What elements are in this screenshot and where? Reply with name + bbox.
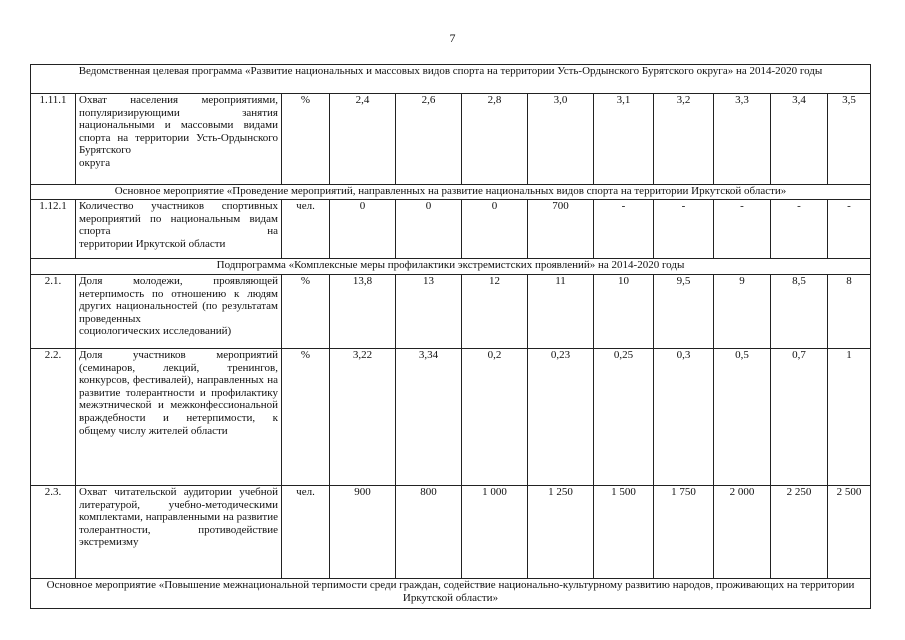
table-row: [31, 349, 871, 486]
description-text-end: общему числу жителей области: [79, 424, 228, 437]
unit-cell: %: [282, 275, 330, 349]
table-row: [31, 200, 871, 259]
description-text-end: округа: [79, 156, 111, 169]
unit-cell: чел.: [282, 486, 330, 579]
value-cell: 1 500: [594, 486, 654, 579]
value-cell: 0: [462, 200, 528, 259]
value-cell: 8: [828, 275, 871, 349]
table-row: [31, 486, 871, 579]
value-cell: 2 250: [771, 486, 828, 579]
value-cell: 9,5: [654, 275, 714, 349]
page-number: 7: [449, 31, 456, 45]
description-text-end: территории Иркутской области: [79, 237, 226, 250]
section-row: [31, 185, 871, 200]
section-row: [31, 259, 871, 275]
indicator-description: [76, 94, 282, 185]
indicator-code: 1.11.1: [31, 94, 76, 185]
description-text: Доля участников мероприятий (семинаров, лекций, тренингов, конкурсов, фестивалей), направленных на развитие толерантности и профилактику межэтнической и межконфессиональной враждебности и нетерпимости, к: [79, 349, 278, 424]
value-cell: 2 500: [828, 486, 871, 579]
value-cell: -: [654, 200, 714, 259]
value-cell: 13: [396, 275, 462, 349]
indicator-description: [76, 486, 282, 579]
value-cell: 2,6: [396, 94, 462, 185]
value-cell: 2,8: [462, 94, 528, 185]
section-title: Основное мероприятие «Повышение межнациональной терпимости среди граждан, содействие национально-культурному развитию народов, проживающих на территории Иркутской области»: [31, 579, 871, 609]
indicator-code: 2.2.: [31, 349, 76, 486]
value-cell: 0,5: [714, 349, 771, 486]
indicator-description: [76, 349, 282, 486]
value-cell: 3,34: [396, 349, 462, 486]
table-row: [31, 94, 871, 185]
description-text: Охват населения мероприятиями, популяризирующими занятия национальными и массовыми видами спорта на территории Усть-Ордынского Бурятского: [79, 94, 278, 157]
value-cell: 0,7: [771, 349, 828, 486]
section-title: Ведомственная целевая программа «Развитие национальных и массовых видов спорта на территории Усть-Ордынского Бурятского округа» на 2014-2020 годы: [31, 65, 871, 94]
value-cell: 0,23: [528, 349, 594, 486]
indicator-description: [76, 275, 282, 349]
description-text: Количество участников спортивных мероприятий по национальным видам спорта на: [79, 200, 278, 238]
value-cell: 700: [528, 200, 594, 259]
value-cell: 0: [396, 200, 462, 259]
value-cell: 3,0: [528, 94, 594, 185]
value-cell: 0,3: [654, 349, 714, 486]
value-cell: 1: [828, 349, 871, 486]
unit-cell: чел.: [282, 200, 330, 259]
value-cell: 1 750: [654, 486, 714, 579]
value-cell: 0: [330, 200, 396, 259]
unit-cell: %: [282, 349, 330, 486]
value-cell: 0,25: [594, 349, 654, 486]
description-text: Доля молодежи, проявляющей нетерпимость по отношению к людям других национальностей (по результатам проведенных: [79, 275, 278, 325]
value-cell: 3,5: [828, 94, 871, 185]
value-cell: 13,8: [330, 275, 396, 349]
value-cell: -: [714, 200, 771, 259]
value-cell: 0,2: [462, 349, 528, 486]
indicator-code: 1.12.1: [31, 200, 76, 259]
value-cell: -: [594, 200, 654, 259]
value-cell: -: [771, 200, 828, 259]
table-row: [31, 275, 871, 349]
indicators-table: [30, 64, 871, 609]
indicator-code: 2.3.: [31, 486, 76, 579]
value-cell: 3,3: [714, 94, 771, 185]
value-cell: 9: [714, 275, 771, 349]
unit-cell: %: [282, 94, 330, 185]
value-cell: 8,5: [771, 275, 828, 349]
value-cell: 12: [462, 275, 528, 349]
section-row: [31, 579, 871, 609]
indicator-code: 2.1.: [31, 275, 76, 349]
section-title: Подпрограмма «Комплексные меры профилактики экстремистских проявлений» на 2014-2020 годы: [31, 259, 871, 275]
value-cell: 1 250: [528, 486, 594, 579]
value-cell: 10: [594, 275, 654, 349]
value-cell: 3,2: [654, 94, 714, 185]
value-cell: 1 000: [462, 486, 528, 579]
value-cell: 3,1: [594, 94, 654, 185]
value-cell: 11: [528, 275, 594, 349]
value-cell: 2 000: [714, 486, 771, 579]
description-text-end: социологических исследований): [79, 325, 232, 338]
section-row: [31, 65, 871, 94]
description-text: Охват читательской аудитории учебной литературой, учебно-методическими комплектами, направленными на развитие толерантности, противодействие: [79, 486, 278, 536]
value-cell: 800: [396, 486, 462, 579]
value-cell: 900: [330, 486, 396, 579]
indicator-description: [76, 200, 282, 259]
value-cell: 3,22: [330, 349, 396, 486]
value-cell: 2,4: [330, 94, 396, 185]
value-cell: -: [828, 200, 871, 259]
description-text-end: экстремизму: [79, 536, 139, 549]
section-title: Основное мероприятие «Проведение мероприятий, направленных на развитие национальных видов спорта на территории Иркутской области»: [31, 185, 871, 200]
value-cell: 3,4: [771, 94, 828, 185]
